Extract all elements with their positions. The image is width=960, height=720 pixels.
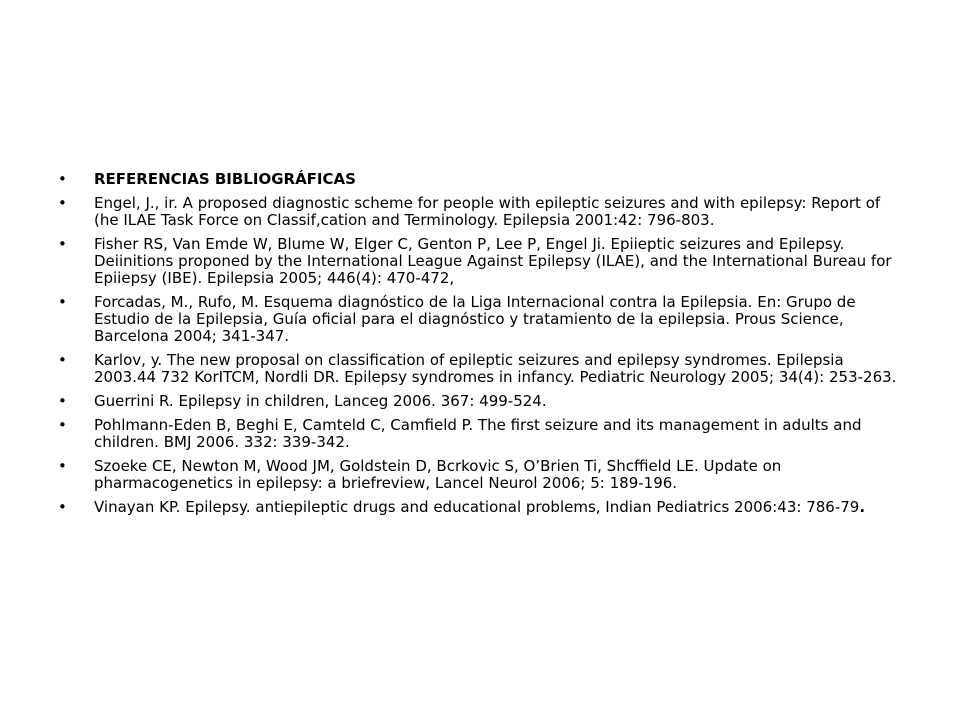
references-heading-item [58, 171, 903, 188]
reference-item [58, 236, 903, 287]
reference-text: Karlov, y. The new proposal on classification of epileptic seizures and epilepsy syndromes. Epilepsia 2003.44 732 KorITCM, Nordli DR. Epilepsy syndromes in infancy. Pediatric Neurology 2005; 34(4): 253-263. [94, 351, 897, 386]
reference-item [58, 352, 903, 386]
reference-text: Pohlmann-Eden B, Beghi E, Camteld C, Camfield P. The first seizure and its management in adults and children. BMJ 2006. 332: 339-342. [94, 416, 862, 451]
reference-text: Forcadas, M., Rufo, M. Esquema diagnóstico de la Liga Internacional contra la Epilepsia. En: Grupo de Estudio de la Epilepsia, Guía oficial para el diagnóstico y tratamiento de la epilepsia. Prous Science, Barcelona 2004; 341-347. [94, 293, 856, 345]
reference-trailing-period: . [859, 498, 866, 516]
reference-item [58, 458, 903, 492]
reference-item [58, 195, 903, 229]
bullet-glyph: • [58, 194, 67, 212]
bullet-glyph: • [58, 293, 67, 311]
reference-text: Fisher RS, Van Emde W, Blume W, Elger C, Genton P, Lee P, Engel Ji. Epiieptic seizures and Epilepsy. Deiinitions proponed by the International League Against Epilepsy (ILAE), and the International Bureau for Epiiepsy (IBE). Epilepsia 2005; 446(4): 470-472, [94, 235, 892, 287]
bullet-glyph: • [58, 457, 67, 475]
reference-item [58, 393, 903, 410]
bullet-glyph: • [58, 235, 67, 253]
bullet-glyph: • [58, 498, 67, 516]
bullet-glyph: • [58, 351, 67, 369]
references-heading: REFERENCIAS BIBLIOGRÁFICAS [94, 170, 356, 188]
reference-text: Vinayan KP. Epilepsy. antiepileptic drugs and educational problems, Indian Pediatrics 2006:43: 786-79 [94, 498, 860, 516]
reference-item [58, 499, 903, 516]
bullet-glyph: • [58, 392, 67, 410]
reference-text: Guerrini R. Epilepsy in children, Lanceg 2006. 367: 499-524. [94, 392, 547, 410]
reference-text: Szoeke CE, Newton M, Wood JM, Goldstein D, Bcrkovic S, O’Brien Ti, Shcffield LE. Update on pharmacogenetics in epilepsy: a briefreview, Lancel Neurol 2006; 5: 189-196. [94, 457, 782, 492]
reference-item [58, 417, 903, 451]
bullet-glyph: • [58, 170, 67, 188]
reference-text: Engel, J., ir. A proposed diagnostic scheme for people with epileptic seizures and with epilepsy: Report of (he ILAE Task Force on Classif,cation and Terminology. Epilepsia 2001:42: 796-803. [94, 194, 881, 229]
references-list [58, 171, 903, 523]
reference-item [58, 294, 903, 345]
bullet-glyph: • [58, 416, 67, 434]
